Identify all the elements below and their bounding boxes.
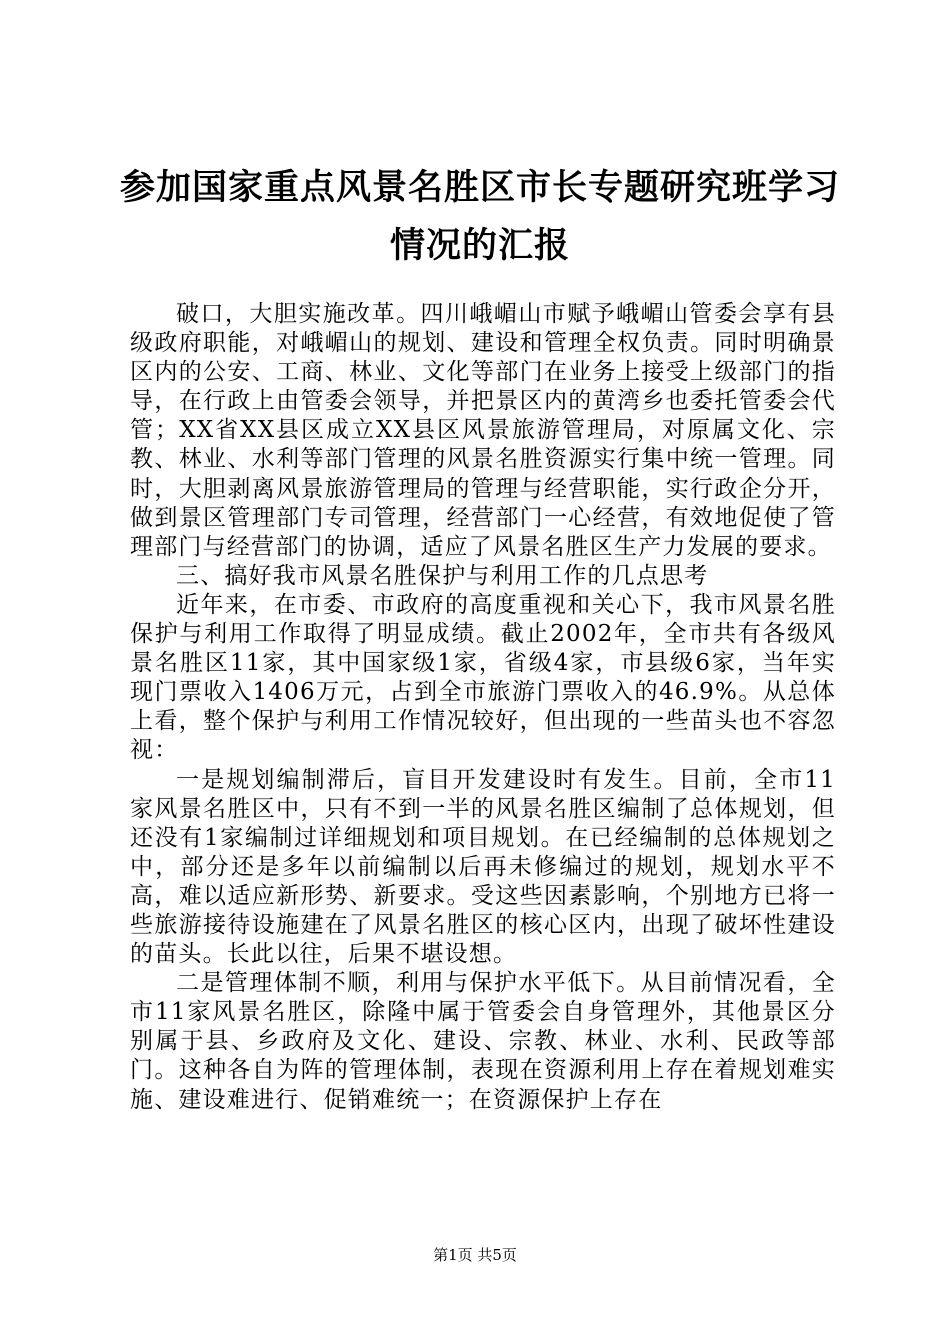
document-body [130,300,836,1115]
paragraph: 破口，大胆实施改革。四川峨嵋山市赋予峨嵋山管委会享有县级政府职能，对峨嵋山的规划、建设和管理全权负责。同时明确景区内的公安、工商、林业、文化等部门在业务上接受上级部门的指导，在行政上由管委会领导，并把景区内的黄湾乡也委托管委会代管；XX省XX县区成立XX县区风景旅游管理局，对原属文化、宗教、林业、水利等部门管理的风景名胜资源实行集中统一管理。同时，大胆剥离风景旅游管理局的管理与经营职能，实行政企分开，做到景区管理部门专司管理，经营部门一心经营，有效地促使了管理部门与经营部门的协调，适应了风景名胜区生产力发展的要求。 [130,301,836,560]
document-title-line-2: 情况的汇报 [389,226,570,266]
document-title-line-1: 参加国家重点风景名胜区市长专题研究班学习 [119,168,840,208]
section-heading: 三、搞好我市风景名胜保护与利用工作的几点思考 [176,562,709,589]
paragraph: 一是规划编制滞后，盲目开发建设时有发生。目前，全市11家风景名胜区中，只有不到一半的风景名胜区编制了总体规划，但还没有1家编制过详细规划和项目规划。在已经编制的总体规划之中，部分还是多年以前编制以后再未修编过的规划，规划水平不高，难以适应新形势、新要求。受这些因素影响，个别地方已将一些旅游接待设施建在了风景名胜区的核心区内，出现了破坏性建设的苗头。长此以往，后果不堪设想。 [130,766,836,968]
paragraph: 近年来，在市委、市政府的高度重视和关心下，我市风景名胜保护与利用工作取得了明显成绩。截止2002年，全市共有各级风景名胜区11家，其中国家级1家，省级4家，市县级6家，当年实现门票收入1406万元，占到全市旅游门票收入的46.9%。从总体上看，整个保护与利用工作情况较好，但出现的一些苗头也不容忽视： [130,591,836,764]
paragraph: 二是管理体制不顺，利用与保护水平低下。从目前情况看，全市11家风景名胜区，除隆中属于管委会自身管理外，其他景区分别属于县、乡政府及文化、建设、宗教、林业、水利、民政等部门。这种各自为阵的管理体制，表现在资源利用上存在着规划难实施、建设难进行、促销难统一；在资源保护上存在 [130,970,836,1113]
page-footer: 第1页 共5页 [433,1246,517,1264]
